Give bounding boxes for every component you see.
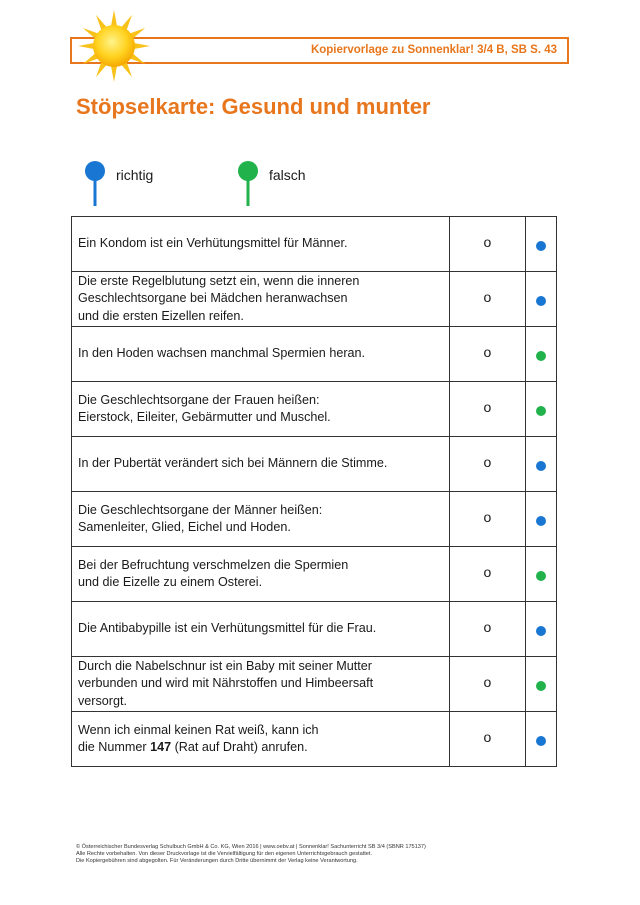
table-row <box>72 382 557 437</box>
answer-socket-cell[interactable] <box>449 547 525 602</box>
color-dot-cell <box>525 712 556 767</box>
table-row <box>72 437 557 492</box>
table-row <box>72 327 557 382</box>
green-plug-icon <box>237 160 259 208</box>
question-cell <box>72 217 450 272</box>
answer-socket-cell[interactable] <box>449 327 525 382</box>
table-row <box>72 217 557 272</box>
color-dot <box>536 736 546 746</box>
color-dot-cell <box>525 492 556 547</box>
color-dot-cell <box>525 327 556 382</box>
color-dot-cell <box>525 382 556 437</box>
question-text: In der Pubertät verändert sich bei Männern die Stimme. <box>78 456 388 471</box>
color-dot <box>536 681 546 691</box>
color-dot-cell <box>525 272 556 327</box>
plug-head <box>85 161 105 181</box>
color-dot-cell <box>525 217 556 272</box>
answer-socket-cell[interactable] <box>449 657 525 712</box>
table-row <box>72 272 557 327</box>
question-text-part: Wenn ich einmal keinen Rat weiß, kann ich die Nummer <box>78 722 319 754</box>
footer-line: Die Kopiergebühren sind abgegolten. Für Veränderungen durch Dritte übernimmt der Verlag keine Verantwortung. <box>76 858 358 865</box>
answer-socket-cell[interactable] <box>449 492 525 547</box>
answer-socket-cell[interactable] <box>449 712 525 767</box>
question-text: Durch die Nabelschnur ist ein Baby mit seiner Mutter verbunden und wird mit Nährstoffen und Himbeersaft versorgt. <box>78 658 374 708</box>
color-dot <box>536 351 546 361</box>
answer-socket-cell[interactable] <box>449 217 525 272</box>
question-cell <box>72 272 450 327</box>
color-dot <box>536 571 546 581</box>
sun-icon <box>74 8 154 84</box>
question-cell <box>72 547 450 602</box>
answer-socket: o <box>483 399 492 415</box>
answer-socket-cell[interactable] <box>449 272 525 327</box>
table-row <box>72 547 557 602</box>
color-dot-cell <box>525 437 556 492</box>
color-dot <box>536 296 546 306</box>
question-cell <box>72 602 450 657</box>
sun-ray <box>78 43 95 49</box>
answer-socket: o <box>483 509 492 525</box>
footer-line: © Österreichischer Bundesverlag Schulbuch GmbH & Co. KG, Wien 2016 | www.oebv.at | Sonnenklar! Sachunterricht SB 3/4 (SBNR 175137) <box>76 844 426 850</box>
answer-socket: o <box>483 234 492 250</box>
question-cell <box>72 437 450 492</box>
table-row <box>72 657 557 712</box>
color-dot <box>536 516 546 526</box>
question-text <box>72 722 449 757</box>
answer-socket: o <box>483 729 492 745</box>
sun-ray <box>111 10 117 27</box>
color-dot-cell <box>525 657 556 712</box>
phone-number: 147 <box>150 740 172 754</box>
color-dot <box>536 241 546 251</box>
answer-socket-cell[interactable] <box>449 602 525 657</box>
answer-socket-cell[interactable] <box>449 437 525 492</box>
blue-plug-icon <box>84 160 106 208</box>
color-dot-cell <box>525 602 556 657</box>
footer <box>76 844 426 866</box>
answer-socket: o <box>483 674 492 690</box>
sun-ray <box>133 43 150 49</box>
answer-socket: o <box>483 564 492 580</box>
plug-head <box>238 161 258 181</box>
question-text: Die Antibabypille ist ein Verhütungsmittel für die Frau. <box>78 621 377 636</box>
answer-socket: o <box>483 619 492 635</box>
color-dot <box>536 406 546 416</box>
table-row <box>72 602 557 657</box>
footer-line: Alle Rechte vorbehalten. Von dieser Druckvorlage ist die Vervielfältigung für den eigenen Unterrichtsgebrauch gestattet. <box>76 851 373 858</box>
answer-socket-cell[interactable] <box>449 382 525 437</box>
sun-ray <box>111 65 117 82</box>
quiz-table <box>71 216 557 767</box>
question-cell <box>72 492 450 547</box>
question-text: Bei der Befruchtung verschmelzen die Spermien und die Eizelle zu einem Osterei. <box>78 557 349 589</box>
question-text: In den Hoden wachsen manchmal Spermien heran. <box>78 346 366 361</box>
question-cell <box>72 712 450 767</box>
color-dot-cell <box>525 547 556 602</box>
question-text: Ein Kondom ist ein Verhütungsmittel für Männer. <box>78 236 348 251</box>
question-text: Die Geschlechtsorgane der Frauen heißen: Eierstock, Eileiter, Gebärmutter und Muschel. <box>78 392 331 424</box>
header-text: Kopiervorlage zu Sonnenklar! 3/4 B, SB S. 43 <box>310 44 557 56</box>
table-row <box>72 712 557 767</box>
color-dot <box>536 461 546 471</box>
question-text: Die erste Regelblutung setzt ein, wenn die inneren Geschlechtsorgane bei Mädchen heranwachsen und die ersten Eizellen reifen. <box>78 273 360 323</box>
question-cell <box>72 657 450 712</box>
question-cell <box>72 382 450 437</box>
answer-socket: o <box>483 344 492 360</box>
page-title: Stöpselkarte: Gesund und munter <box>76 94 431 119</box>
legend-label: richtig <box>116 167 154 183</box>
question-text-part: (Rat auf Draht) anrufen. <box>171 740 308 754</box>
question-cell <box>72 327 450 382</box>
table-row <box>72 492 557 547</box>
answer-socket: o <box>483 454 492 470</box>
color-dot <box>536 626 546 636</box>
question-text: Die Geschlechtsorgane der Männer heißen: Samenleiter, Glied, Eichel und Hoden. <box>78 502 323 534</box>
answer-socket: o <box>483 289 492 305</box>
legend-label: falsch <box>269 167 306 183</box>
